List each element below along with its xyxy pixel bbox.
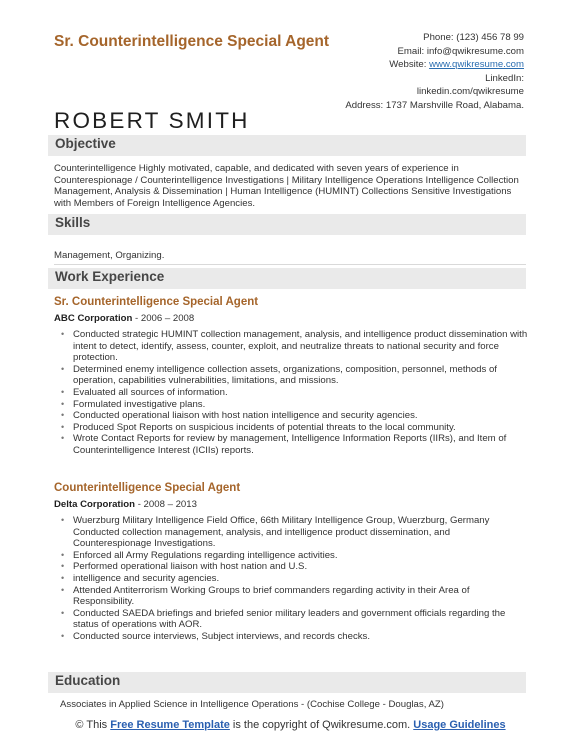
- duty-item: • Produced Spot Reports on suspicious incidents of potential threats to the local community.: [73, 422, 528, 434]
- job-title: Sr. Counterintelligence Special Agent: [54, 296, 259, 308]
- free-template-link[interactable]: Free Resume Template: [110, 719, 230, 731]
- contact-address: Address: 1737 Marshville Road, Alabama.: [345, 99, 524, 111]
- job-title: Counterintelligence Special Agent: [54, 482, 241, 494]
- contact-email: Email: info@qwikresume.com: [397, 45, 524, 57]
- work-section-header: [48, 268, 526, 289]
- job-duties: [54, 515, 528, 643]
- duty-item: • Determined enemy intelligence collection assets, organizations, composition, personnel, methods of operation, capabilities vulnerabilities, limitations, and missions.: [73, 364, 528, 387]
- usage-guidelines-link[interactable]: Usage Guidelines: [413, 719, 506, 731]
- copyright-footer: [0, 718, 581, 732]
- duty-item: • Evaluated all sources of information.: [73, 387, 528, 399]
- job-company-line: [54, 313, 528, 325]
- footer-prefix: © This: [75, 719, 111, 731]
- duty-item: • Performed operational liaison with host nation and U.S.: [73, 561, 528, 573]
- education-section-header: [48, 672, 526, 693]
- education-text: Associates in Applied Science in Intelligence Operations - (Cochise College - Douglas, AZ): [60, 699, 444, 710]
- section-divider: [54, 264, 526, 265]
- duty-item: • Conducted SAEDA briefings and briefed senior military leaders and government officials regarding the status of operations with AOR.: [73, 608, 528, 631]
- website-label: Website:: [389, 59, 430, 71]
- objective-heading: Objective: [55, 136, 116, 151]
- duty-item: • Attended Antiterrorism Working Groups to brief commanders regarding activity in their Area of Responsibility.: [73, 585, 528, 608]
- skills-heading: Skills: [55, 215, 91, 230]
- job-company: ABC Corporation: [54, 313, 133, 324]
- candidate-name: ROBERT SMITH: [54, 108, 250, 133]
- duty-item: • Formulated investigative plans.: [73, 399, 528, 411]
- education-heading: Education: [55, 673, 121, 688]
- resume-title: Sr. Counterintelligence Special Agent: [54, 33, 330, 50]
- duty-item: • Wuerzburg Military Intelligence Field Office, 66th Military Intelligence Group, Wuerzburg, Germany Conducted collection management, analysis, and intelligence product dissemination, and Counterespionage Investigations.: [73, 515, 528, 550]
- contact-block: [304, 31, 524, 113]
- duty-item: • Enforced all Army Regulations regarding intelligence activities.: [73, 550, 528, 562]
- objective-text: Counterintelligence Highly motivated, capable, and dedicated with seven years of experience in Counterespionage / Counterintelligence Investigations | Military Intelligence Operations Intelligence Collection Management, Analysis & Dissemination | Human Intelligence (HUMINT) Collections Sensitive Investigations with Members of Foreign Intelligence Agencies.: [54, 163, 519, 209]
- duty-item: • Conducted operational liaison with host nation intelligence and security agencies.: [73, 410, 528, 422]
- job-entry: [54, 295, 528, 457]
- duty-item: • intelligence and security agencies.: [73, 573, 528, 585]
- job-duties: [54, 329, 528, 457]
- duty-item: • Conducted source interviews, Subject interviews, and records checks.: [73, 631, 528, 643]
- work-heading: Work Experience: [55, 269, 165, 284]
- website-link[interactable]: www.qwikresume.com: [429, 59, 524, 71]
- objective-section-header: [48, 135, 526, 156]
- skills-section-header: [48, 214, 526, 235]
- job-dates: - 2006 – 2008: [132, 313, 195, 324]
- job-entry: [54, 481, 528, 643]
- duty-item: • Conducted strategic HUMINT collection management, analysis, and intelligence product dissemination with intent to detect, identify, assess, counter, exploit, and neutralize threats to national security and force protection.: [73, 329, 528, 364]
- resume-header: [54, 28, 524, 133]
- contact-phone: Phone: (123) 456 78 99: [423, 32, 524, 43]
- job-company-line: [54, 499, 528, 511]
- footer-middle: is the copyright of Qwikresume.com.: [229, 719, 414, 731]
- job-dates: - 2008 – 2013: [135, 499, 197, 510]
- duty-item: • Wrote Contact Reports for review by management, Intelligence Information Reports (IIRs), and Item of Counterintelligence Interest (ICIIs) reports.: [73, 433, 528, 456]
- contact-linkedin: linkedin.com/qwikresume: [416, 86, 524, 98]
- contact-website: [304, 58, 524, 72]
- job-company: Delta Corporation: [54, 499, 136, 510]
- contact-linkedin-label: LinkedIn:: [485, 72, 524, 84]
- skills-text: Management, Organizing.: [54, 250, 165, 261]
